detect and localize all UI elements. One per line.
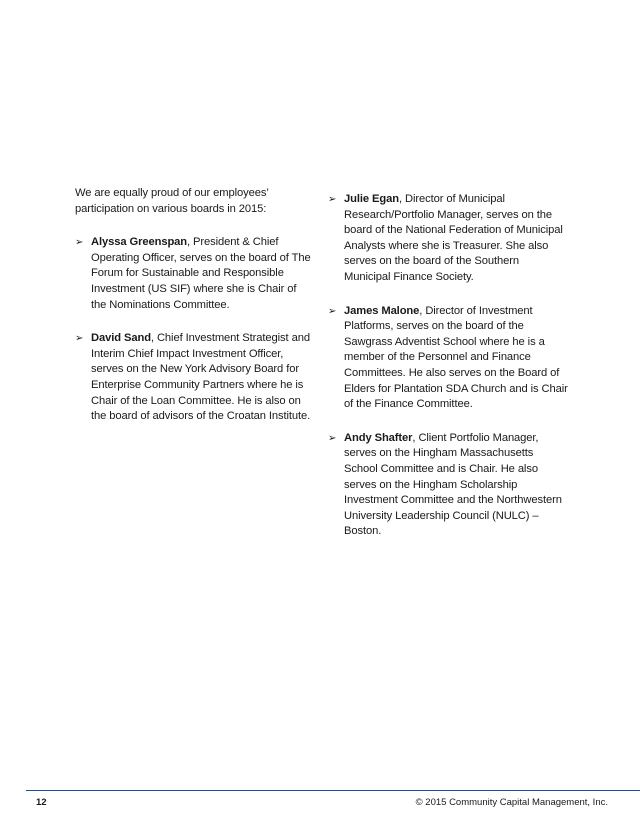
list-item	[75, 331, 311, 425]
employee-description: , President & Chief Operating Officer, serves on the board of The Forum for Sustainable and Responsible Investment (US SIF) where she is Chair of the Nominations Committee.	[91, 236, 311, 311]
employee-description: , Director of Investment Platforms, serves on the board of the Sawgrass Adventist School where he is a member of the Personnel and Finance Committees. He also serves on the Board of Elders for Plantation SDA Church and is Chair of the Finance Committee.	[344, 304, 568, 411]
arrowhead-bullet-icon: ➢	[75, 237, 84, 249]
arrowhead-bullet-icon: ➢	[75, 333, 84, 345]
page-number: 12	[36, 797, 47, 808]
employee-description: , Chief Investment Strategist and Interim Chief Impact Investment Officer, serves on the New York Advisory Board for Enterprise Community Partners where he is Chair of the Loan Committee. He is also on the board of advisors of the Croatan Institute.	[91, 332, 311, 423]
list-item	[328, 431, 568, 540]
employee-name: Julie Egan	[344, 193, 399, 205]
employee-name: Andy Shafter	[344, 431, 413, 444]
footer-divider	[26, 790, 640, 791]
right-column	[328, 192, 568, 558]
employee-name: Alyssa Greenspan	[91, 236, 188, 249]
employee-description: , Client Portfolio Manager, serves on the Hingham Massachusetts School Committee and is Chair. He also serves on the Hingham Scholarship Investment Committee and the Northwestern University Leadership Council (NULC) – Boston.	[344, 431, 562, 538]
employee-name: James Malone	[344, 304, 420, 317]
list-item	[328, 304, 568, 413]
employee-name: David Sand	[91, 332, 151, 345]
intro-paragraph: We are equally proud of our employees’ participation on various boards in 2015:	[75, 187, 269, 215]
arrowhead-bullet-icon: ➢	[328, 194, 337, 205]
left-column	[75, 186, 311, 443]
copyright-notice: © 2015 Community Capital Management, Inc.	[415, 797, 608, 808]
arrowhead-bullet-icon: ➢	[328, 305, 337, 317]
list-item	[328, 192, 568, 286]
arrowhead-bullet-icon: ➢	[328, 432, 337, 444]
employee-description: , Director of Municipal Research/Portfolio Manager, serves on the board of the National Federation of Municipal Analysts where she is Treasurer. She also serves on the board of the Southern Municipal Finance Society.	[344, 193, 563, 283]
list-item	[75, 235, 311, 313]
